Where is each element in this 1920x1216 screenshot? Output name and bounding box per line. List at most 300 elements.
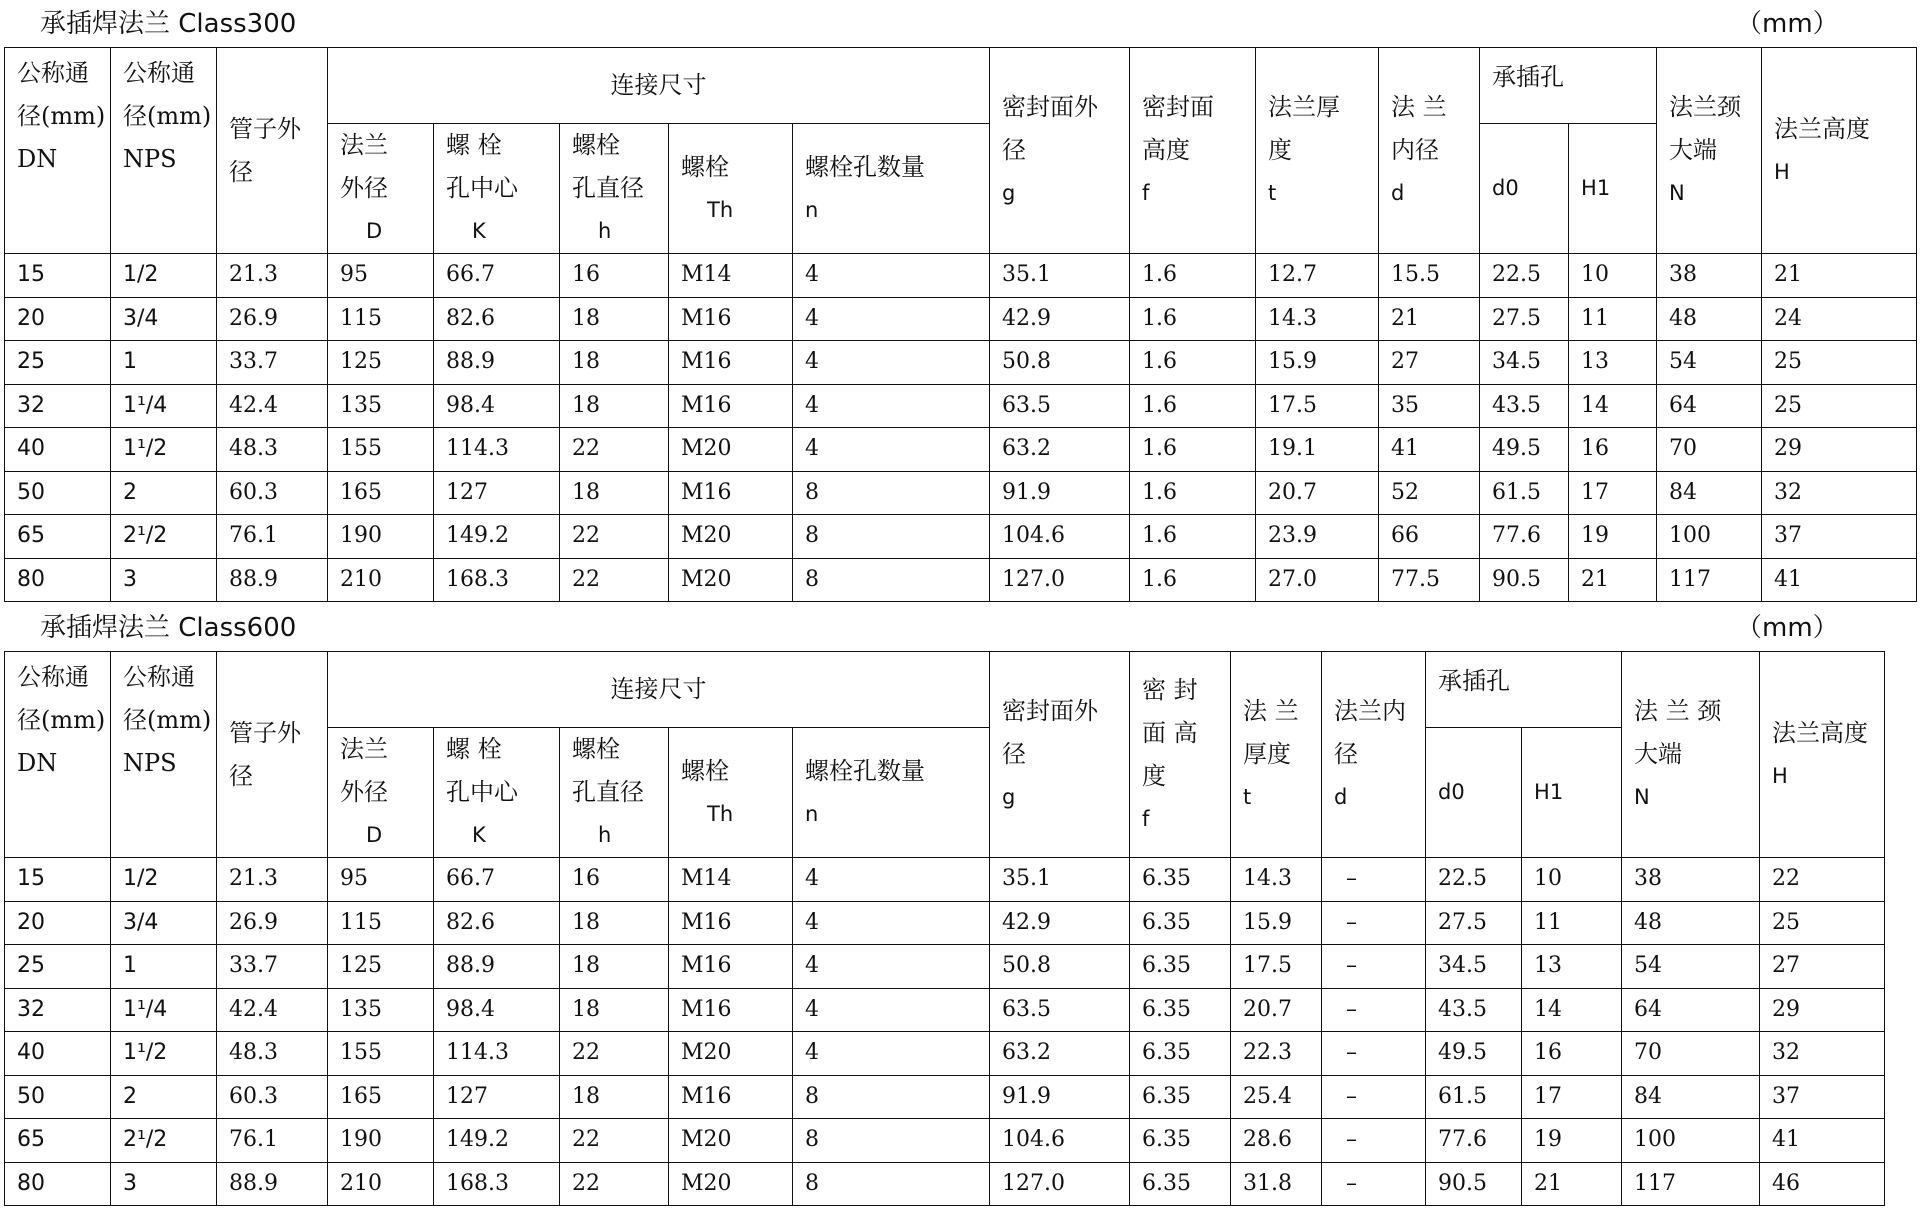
- cell-bolt-count: 4: [793, 945, 990, 989]
- cell-seal-height: 1.6: [1130, 471, 1256, 515]
- cell-bolt-circle: 88.9: [434, 945, 560, 989]
- cell-bore: 35: [1379, 384, 1480, 428]
- cell-bore: 15.5: [1379, 254, 1480, 298]
- header-line: 螺栓: [681, 756, 729, 785]
- cell-bore: –: [1322, 1119, 1426, 1163]
- table-row: [5, 858, 1885, 902]
- header-line: 螺栓: [681, 152, 729, 181]
- cell-bolt-count: 8: [793, 515, 990, 559]
- header-line: 管子外: [229, 114, 301, 143]
- header-line: g: [1002, 785, 1016, 809]
- cell-seal-od: 104.6: [990, 1119, 1130, 1163]
- cell-seal-height: 1.6: [1130, 384, 1256, 428]
- table-row: [5, 341, 1917, 385]
- cell-pipe-od: 88.9: [217, 558, 328, 602]
- cell-bolt-circle: 149.2: [434, 515, 560, 559]
- header-bolt-hole: [560, 728, 669, 858]
- cell-thickness: 22.3: [1231, 1032, 1322, 1076]
- header-line: 径(mm): [123, 706, 212, 734]
- cell-seal-od: 63.5: [990, 384, 1130, 428]
- cell-socket-h1: 16: [1522, 1032, 1622, 1076]
- cell-socket-d0: 22.5: [1480, 254, 1569, 298]
- cell-seal-height: 6.35: [1130, 1032, 1231, 1076]
- cell-bolt: M16: [669, 297, 793, 341]
- header-line: NPS: [123, 145, 177, 173]
- header-line: DN: [17, 749, 58, 777]
- cell-bore: 27: [1379, 341, 1480, 385]
- header-line: n: [805, 801, 819, 826]
- cell-height: 25: [1760, 901, 1885, 945]
- table-row: [5, 1162, 1885, 1206]
- cell-bolt-hole: 16: [560, 254, 669, 298]
- cell-nps: 1¹/2: [111, 1032, 217, 1076]
- cell-flange-od: 135: [328, 384, 434, 428]
- cell-socket-h1: 16: [1569, 428, 1657, 472]
- cell-socket-h1: 14: [1522, 988, 1622, 1032]
- cell-neck: 117: [1657, 558, 1762, 602]
- cell-bolt-count: 4: [793, 901, 990, 945]
- cell-bolt: M14: [669, 858, 793, 902]
- header-line: 径: [229, 157, 253, 186]
- cell-socket-h1: 19: [1569, 515, 1657, 559]
- table-row: [5, 1119, 1885, 1163]
- cell-nps: 2: [111, 1075, 217, 1119]
- header-bolt: [669, 124, 793, 254]
- cell-seal-height: 6.35: [1130, 901, 1231, 945]
- cell-seal-od: 42.9: [990, 901, 1130, 945]
- cell-bolt: M16: [669, 384, 793, 428]
- cell-pipe-od: 26.9: [217, 297, 328, 341]
- header-flange-od: [328, 124, 434, 254]
- cell-bolt-circle: 127: [434, 471, 560, 515]
- cell-bolt-circle: 88.9: [434, 341, 560, 385]
- header-line: d: [1334, 785, 1348, 809]
- cell-nps: 1¹/2: [111, 428, 217, 472]
- cell-bolt: M16: [669, 901, 793, 945]
- cell-bolt-hole: 18: [560, 1075, 669, 1119]
- cell-flange-od: 165: [328, 1075, 434, 1119]
- header-bolt-circle: [434, 728, 560, 858]
- cell-bolt-circle: 82.6: [434, 297, 560, 341]
- header-socket: 承插孔: [1480, 48, 1657, 124]
- cell-height: 29: [1762, 428, 1917, 472]
- cell-bolt: M20: [669, 515, 793, 559]
- table-row: [5, 901, 1885, 945]
- cell-thickness: 20.7: [1231, 988, 1322, 1032]
- cell-seal-od: 63.2: [990, 1032, 1130, 1076]
- header-line: DN: [17, 145, 58, 173]
- cell-bolt-circle: 66.7: [434, 254, 560, 298]
- cell-bolt-count: 4: [793, 428, 990, 472]
- cell-neck: 54: [1622, 945, 1760, 989]
- cell-seal-height: 6.35: [1130, 945, 1231, 989]
- cell-socket-h1: 17: [1522, 1075, 1622, 1119]
- header-line: K: [472, 219, 486, 243]
- header-line: 螺栓孔数量: [805, 756, 925, 785]
- header-line: 外径: [340, 174, 388, 202]
- header-line: 法兰颈: [1669, 93, 1742, 121]
- cell-flange-od: 95: [328, 858, 434, 902]
- cell-neck: 64: [1622, 988, 1760, 1032]
- header-line: 孔中心: [446, 174, 518, 202]
- header-line: 径(mm): [123, 102, 212, 130]
- cell-bolt: M16: [669, 1075, 793, 1119]
- cell-pipe-od: 60.3: [217, 1075, 328, 1119]
- cell-socket-d0: 90.5: [1480, 558, 1569, 602]
- cell-neck: 84: [1622, 1075, 1760, 1119]
- header-socket-h1: H1: [1569, 124, 1657, 254]
- cell-socket-h1: 13: [1569, 341, 1657, 385]
- cell-dn: 25: [5, 341, 111, 385]
- header-bolt: [669, 728, 793, 858]
- cell-flange-od: 165: [328, 471, 434, 515]
- cell-nps: 2¹/2: [111, 1119, 217, 1163]
- cell-height: 46: [1760, 1162, 1885, 1206]
- cell-thickness: 17.5: [1231, 945, 1322, 989]
- cell-height: 41: [1762, 558, 1917, 602]
- cell-bolt: M16: [669, 471, 793, 515]
- flange-table-class600: [4, 651, 1885, 1206]
- cell-thickness: 31.8: [1231, 1162, 1322, 1206]
- cell-bolt: M16: [669, 945, 793, 989]
- cell-socket-d0: 34.5: [1480, 341, 1569, 385]
- cell-neck: 70: [1622, 1032, 1760, 1076]
- header-line: 度: [1142, 761, 1167, 790]
- cell-neck: 54: [1657, 341, 1762, 385]
- cell-dn: 65: [5, 1119, 111, 1163]
- cell-flange-od: 190: [328, 1119, 434, 1163]
- cell-bolt: M20: [669, 1119, 793, 1163]
- cell-nps: 2: [111, 471, 217, 515]
- cell-socket-d0: 49.5: [1480, 428, 1569, 472]
- cell-pipe-od: 33.7: [217, 945, 328, 989]
- cell-socket-d0: 49.5: [1426, 1032, 1522, 1076]
- header-line: 公称通: [123, 663, 195, 691]
- cell-thickness: 20.7: [1256, 471, 1379, 515]
- header-line: 孔中心: [446, 778, 518, 806]
- cell-thickness: 15.9: [1231, 901, 1322, 945]
- cell-nps: 1/2: [111, 254, 217, 298]
- header-line: 径: [229, 761, 253, 790]
- cell-dn: 25: [5, 945, 111, 989]
- cell-neck: 48: [1657, 297, 1762, 341]
- cell-bolt-hole: 22: [560, 1032, 669, 1076]
- cell-flange-od: 115: [328, 297, 434, 341]
- cell-socket-d0: 61.5: [1426, 1075, 1522, 1119]
- cell-bolt-circle: 98.4: [434, 384, 560, 428]
- header-bore: [1379, 48, 1480, 254]
- table-row: [5, 384, 1917, 428]
- header-socket-d0: d0: [1426, 728, 1522, 858]
- header-line: d: [1391, 181, 1405, 205]
- cell-bore: –: [1322, 1075, 1426, 1119]
- cell-bolt-hole: 18: [560, 341, 669, 385]
- cell-bore: 41: [1379, 428, 1480, 472]
- cell-socket-h1: 14: [1569, 384, 1657, 428]
- cell-pipe-od: 76.1: [217, 515, 328, 559]
- header-line: 法 兰: [1391, 93, 1447, 121]
- table-title-class300: 承插焊法兰 Class300: [40, 9, 297, 39]
- header-line: H: [1774, 159, 1790, 184]
- header-line: 面 高: [1142, 718, 1198, 747]
- cell-bolt-count: 8: [793, 1162, 990, 1206]
- cell-bore: –: [1322, 988, 1426, 1032]
- header-dn: [5, 48, 111, 254]
- cell-bolt-circle: 149.2: [434, 1119, 560, 1163]
- cell-neck: 38: [1657, 254, 1762, 298]
- header-connection-dimensions: 连接尺寸: [328, 652, 990, 728]
- header-line: g: [1002, 181, 1016, 205]
- cell-socket-h1: 10: [1569, 254, 1657, 298]
- header-line: 螺栓: [572, 735, 620, 763]
- cell-seal-od: 91.9: [990, 471, 1130, 515]
- cell-socket-h1: 13: [1522, 945, 1622, 989]
- header-seal-height: [1130, 48, 1256, 254]
- header-line: f: [1142, 806, 1150, 831]
- cell-dn: 32: [5, 384, 111, 428]
- table-title-class600: 承插焊法兰 Class600: [40, 613, 297, 643]
- header-line: NPS: [123, 749, 177, 777]
- cell-socket-d0: 61.5: [1480, 471, 1569, 515]
- cell-bolt-hole: 18: [560, 901, 669, 945]
- header-line: 大端: [1669, 136, 1718, 164]
- cell-bolt-hole: 22: [560, 1119, 669, 1163]
- cell-height: 25: [1762, 384, 1917, 428]
- cell-bolt: M16: [669, 341, 793, 385]
- header-line: 法兰内: [1334, 697, 1407, 725]
- cell-socket-d0: 77.6: [1480, 515, 1569, 559]
- cell-nps: 3: [111, 1162, 217, 1206]
- header-line: 厚度: [1243, 740, 1292, 768]
- cell-dn: 32: [5, 988, 111, 1032]
- cell-seal-od: 104.6: [990, 515, 1130, 559]
- header-nps: [111, 48, 217, 254]
- cell-dn: 20: [5, 901, 111, 945]
- table-row: [5, 428, 1917, 472]
- unit-label-class300: （mm）: [1736, 9, 1839, 39]
- header-height: [1760, 652, 1885, 858]
- cell-socket-h1: 11: [1569, 297, 1657, 341]
- cell-pipe-od: 33.7: [217, 341, 328, 385]
- header-line: Th: [707, 197, 734, 222]
- cell-seal-od: 63.2: [990, 428, 1130, 472]
- cell-nps: 1: [111, 945, 217, 989]
- cell-bolt-circle: 168.3: [434, 1162, 560, 1206]
- cell-bolt: M20: [669, 1032, 793, 1076]
- header-neck: [1622, 652, 1760, 858]
- header-socket-d0: d0: [1480, 124, 1569, 254]
- cell-nps: 3/4: [111, 901, 217, 945]
- header-socket: 承插孔: [1426, 652, 1622, 728]
- cell-bore: –: [1322, 1162, 1426, 1206]
- header-connection-dimensions: 连接尺寸: [328, 48, 990, 124]
- cell-thickness: 12.7: [1256, 254, 1379, 298]
- cell-seal-height: 6.35: [1130, 858, 1231, 902]
- cell-seal-height: 6.35: [1130, 1119, 1231, 1163]
- header-line: 内径: [1391, 136, 1440, 164]
- cell-bolt-hole: 18: [560, 297, 669, 341]
- cell-bolt: M20: [669, 1162, 793, 1206]
- header-pipe-od: [217, 652, 328, 858]
- cell-bore: –: [1322, 901, 1426, 945]
- header-line: N: [1634, 785, 1650, 809]
- header-neck: [1657, 48, 1762, 254]
- cell-thickness: 25.4: [1231, 1075, 1322, 1119]
- cell-flange-od: 125: [328, 341, 434, 385]
- cell-bolt-hole: 16: [560, 858, 669, 902]
- cell-socket-h1: 21: [1522, 1162, 1622, 1206]
- cell-seal-od: 35.1: [990, 858, 1130, 902]
- cell-bore: 66: [1379, 515, 1480, 559]
- cell-seal-height: 1.6: [1130, 428, 1256, 472]
- header-line: 法 兰 颈: [1634, 697, 1722, 725]
- cell-bolt-count: 4: [793, 858, 990, 902]
- cell-bolt-circle: 66.7: [434, 858, 560, 902]
- cell-neck: 100: [1622, 1119, 1760, 1163]
- cell-flange-od: 115: [328, 901, 434, 945]
- cell-height: 41: [1760, 1119, 1885, 1163]
- header-line: D: [366, 219, 383, 243]
- cell-seal-height: 6.35: [1130, 1075, 1231, 1119]
- cell-thickness: 28.6: [1231, 1119, 1322, 1163]
- cell-socket-d0: 77.6: [1426, 1119, 1522, 1163]
- header-line: 径: [1334, 740, 1359, 768]
- cell-bolt-hole: 18: [560, 384, 669, 428]
- header-flange-od: [328, 728, 434, 858]
- cell-seal-height: 6.35: [1130, 1162, 1231, 1206]
- cell-dn: 65: [5, 515, 111, 559]
- cell-bolt-hole: 18: [560, 945, 669, 989]
- header-bolt-hole: [560, 124, 669, 254]
- unit-label-class600: （mm）: [1736, 613, 1839, 643]
- cell-height: 32: [1760, 1032, 1885, 1076]
- table-row: [5, 945, 1885, 989]
- cell-neck: 64: [1657, 384, 1762, 428]
- cell-bolt-count: 8: [793, 1075, 990, 1119]
- header-line: K: [472, 823, 486, 847]
- cell-seal-od: 50.8: [990, 341, 1130, 385]
- header-line: 公称通: [123, 59, 195, 87]
- cell-pipe-od: 21.3: [217, 254, 328, 298]
- cell-seal-od: 127.0: [990, 1162, 1130, 1206]
- header-line: 径: [1002, 740, 1027, 768]
- cell-seal-height: 1.6: [1130, 254, 1256, 298]
- cell-bolt-circle: 127: [434, 1075, 560, 1119]
- cell-socket-h1: 11: [1522, 901, 1622, 945]
- cell-neck: 84: [1657, 471, 1762, 515]
- cell-bolt-count: 8: [793, 471, 990, 515]
- cell-thickness: 19.1: [1256, 428, 1379, 472]
- header-line: 孔直径: [572, 778, 644, 806]
- cell-height: 37: [1760, 1075, 1885, 1119]
- cell-height: 22: [1760, 858, 1885, 902]
- cell-bolt-circle: 114.3: [434, 1032, 560, 1076]
- cell-seal-od: 50.8: [990, 945, 1130, 989]
- header-socket-h1: H1: [1522, 728, 1622, 858]
- cell-bolt-circle: 82.6: [434, 901, 560, 945]
- table-row: [5, 988, 1885, 1032]
- header-line: f: [1142, 181, 1150, 205]
- cell-bolt-count: 8: [793, 558, 990, 602]
- header-height: [1762, 48, 1917, 254]
- cell-nps: 1¹/4: [111, 384, 217, 428]
- header-line: N: [1669, 181, 1685, 205]
- cell-bolt-count: 4: [793, 1032, 990, 1076]
- cell-thickness: 23.9: [1256, 515, 1379, 559]
- cell-height: 27: [1760, 945, 1885, 989]
- header-line: 管子外: [229, 718, 301, 747]
- cell-nps: 2¹/2: [111, 515, 217, 559]
- cell-pipe-od: 48.3: [217, 1032, 328, 1076]
- cell-dn: 80: [5, 558, 111, 602]
- header-dn: [5, 652, 111, 858]
- cell-pipe-od: 26.9: [217, 901, 328, 945]
- cell-seal-height: 6.35: [1130, 988, 1231, 1032]
- cell-bolt-count: 4: [793, 988, 990, 1032]
- header-line: 法兰高度: [1774, 114, 1871, 143]
- cell-seal-od: 91.9: [990, 1075, 1130, 1119]
- flange-table-class300: [4, 47, 1917, 602]
- cell-bolt: M16: [669, 988, 793, 1032]
- cell-bolt-hole: 18: [560, 988, 669, 1032]
- cell-socket-h1: 21: [1569, 558, 1657, 602]
- cell-seal-od: 42.9: [990, 297, 1130, 341]
- header-thickness: [1231, 652, 1322, 858]
- header-line: 外径: [340, 778, 388, 806]
- cell-bore: –: [1322, 1032, 1426, 1076]
- table-row: [5, 254, 1917, 298]
- table-body-class600: [5, 858, 1885, 1206]
- cell-bolt-hole: 22: [560, 1162, 669, 1206]
- header-thickness: [1256, 48, 1379, 254]
- header-line: 法兰: [340, 735, 388, 763]
- table-row: [5, 471, 1917, 515]
- header-line: 孔直径: [572, 174, 644, 202]
- cell-socket-d0: 27.5: [1426, 901, 1522, 945]
- cell-socket-d0: 90.5: [1426, 1162, 1522, 1206]
- cell-pipe-od: 42.4: [217, 988, 328, 1032]
- cell-thickness: 17.5: [1256, 384, 1379, 428]
- cell-dn: 15: [5, 254, 111, 298]
- cell-bore: 52: [1379, 471, 1480, 515]
- cell-height: 25: [1762, 341, 1917, 385]
- cell-pipe-od: 60.3: [217, 471, 328, 515]
- cell-flange-od: 155: [328, 1032, 434, 1076]
- header-line: 法兰高度: [1772, 718, 1869, 747]
- cell-bolt-count: 4: [793, 254, 990, 298]
- cell-flange-od: 155: [328, 428, 434, 472]
- header-line: 高度: [1142, 136, 1191, 164]
- header-line: n: [805, 197, 819, 222]
- cell-flange-od: 135: [328, 988, 434, 1032]
- header-line: 公称通: [17, 663, 89, 691]
- table-body-class300: [5, 254, 1917, 602]
- header-nps: [111, 652, 217, 858]
- header-seal-height: [1130, 652, 1231, 858]
- cell-pipe-od: 76.1: [217, 1119, 328, 1163]
- cell-bore: –: [1322, 858, 1426, 902]
- cell-height: 29: [1760, 988, 1885, 1032]
- cell-seal-height: 1.6: [1130, 341, 1256, 385]
- cell-flange-od: 95: [328, 254, 434, 298]
- cell-socket-h1: 19: [1522, 1119, 1622, 1163]
- cell-pipe-od: 42.4: [217, 384, 328, 428]
- header-pipe-od: [217, 48, 328, 254]
- cell-neck: 48: [1622, 901, 1760, 945]
- cell-seal-height: 1.6: [1130, 297, 1256, 341]
- table-row: [5, 1075, 1885, 1119]
- cell-height: 24: [1762, 297, 1917, 341]
